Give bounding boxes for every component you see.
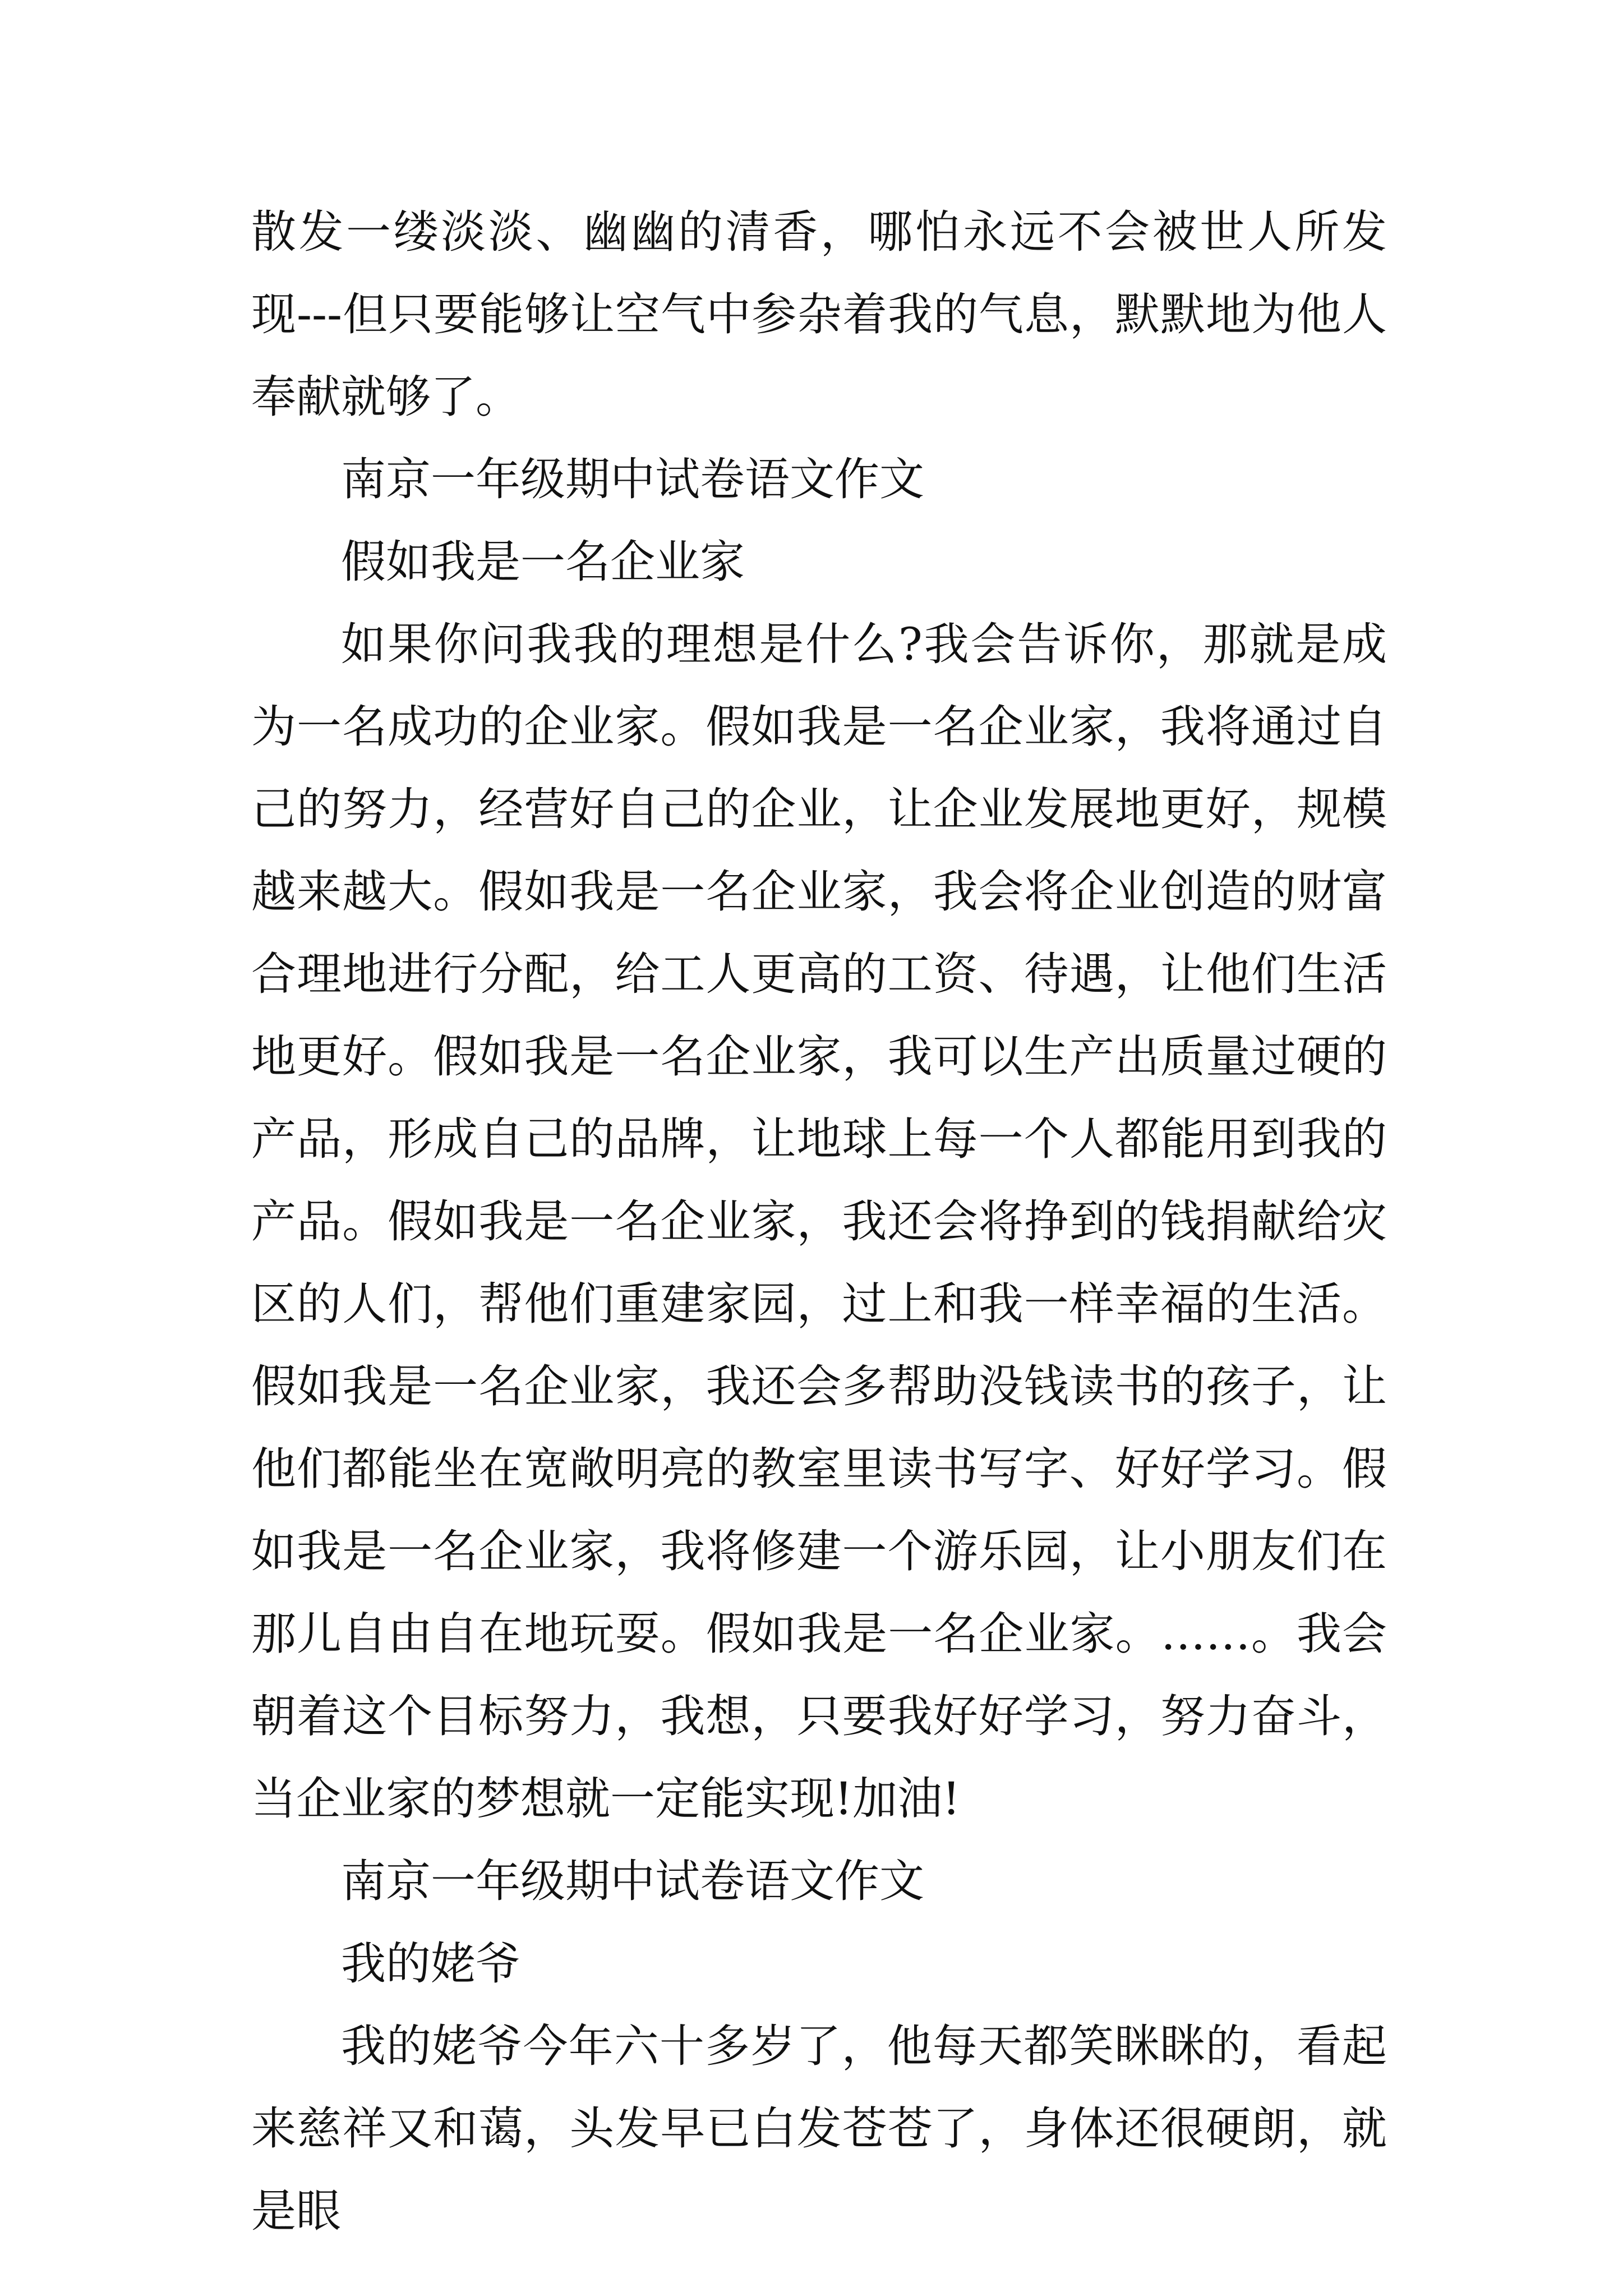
essay-title-grandpa: 我的姥爷 (341, 1938, 520, 1990)
essay-title-entrepreneur: 假如我是一名企业家 (341, 536, 745, 588)
paragraph-continuation: 散发一缕淡淡、幽幽的清香，哪怕永远不会被世人所发现---但只要能够让空气中参杂着我的气息，默默地为他人奉献就够了。 (251, 206, 1387, 423)
document-body (251, 191, 1387, 2252)
section-heading-2: 南京一年级期中试卷语文作文 (341, 1855, 924, 1907)
paragraph-grandpa-essay: 我的姥爷今年六十多岁了，他每天都笑眯眯的，看起来慈祥又和蔼，头发早已白发苍苍了，身体还很硬朗，就是眼 (251, 2020, 1387, 2237)
paragraph-entrepreneur-essay: 如果你问我我的理想是什么?我会告诉你，那就是成为一名成功的企业家。假如我是一名企业家，我将通过自己的努力，经营好自己的企业，让企业发展地更好，规模越来越大。假如我是一名企业家，我会将企业创造的财富合理地进行分配，给工人更高的工资、待遇，让他们生活地更好。假如我是一名企业家，我可以生产出质量过硬的产品，形成自己的品牌，让地球上每一个人都能用到我的产品。假如我是一名企业家，我还会将挣到的钱捐献给灾区的人们，帮他们重建家园，过上和我一样幸福的生活。假如我是一名企业家，我还会多帮助没钱读书的孩子，让他们都能坐在宽敞明亮的教室里读书写字、好好学习。假如我是一名企业家，我将修建一个游乐园，让小朋友们在那儿自由自在地玩耍。假如我是一名企业家。……。我会朝着这个目标努力，我想，只要我好好学习，努力奋斗，当企业家的梦想就一定能实现!加油! (251, 618, 1387, 1825)
section-heading-1: 南京一年级期中试卷语文作文 (341, 453, 924, 505)
